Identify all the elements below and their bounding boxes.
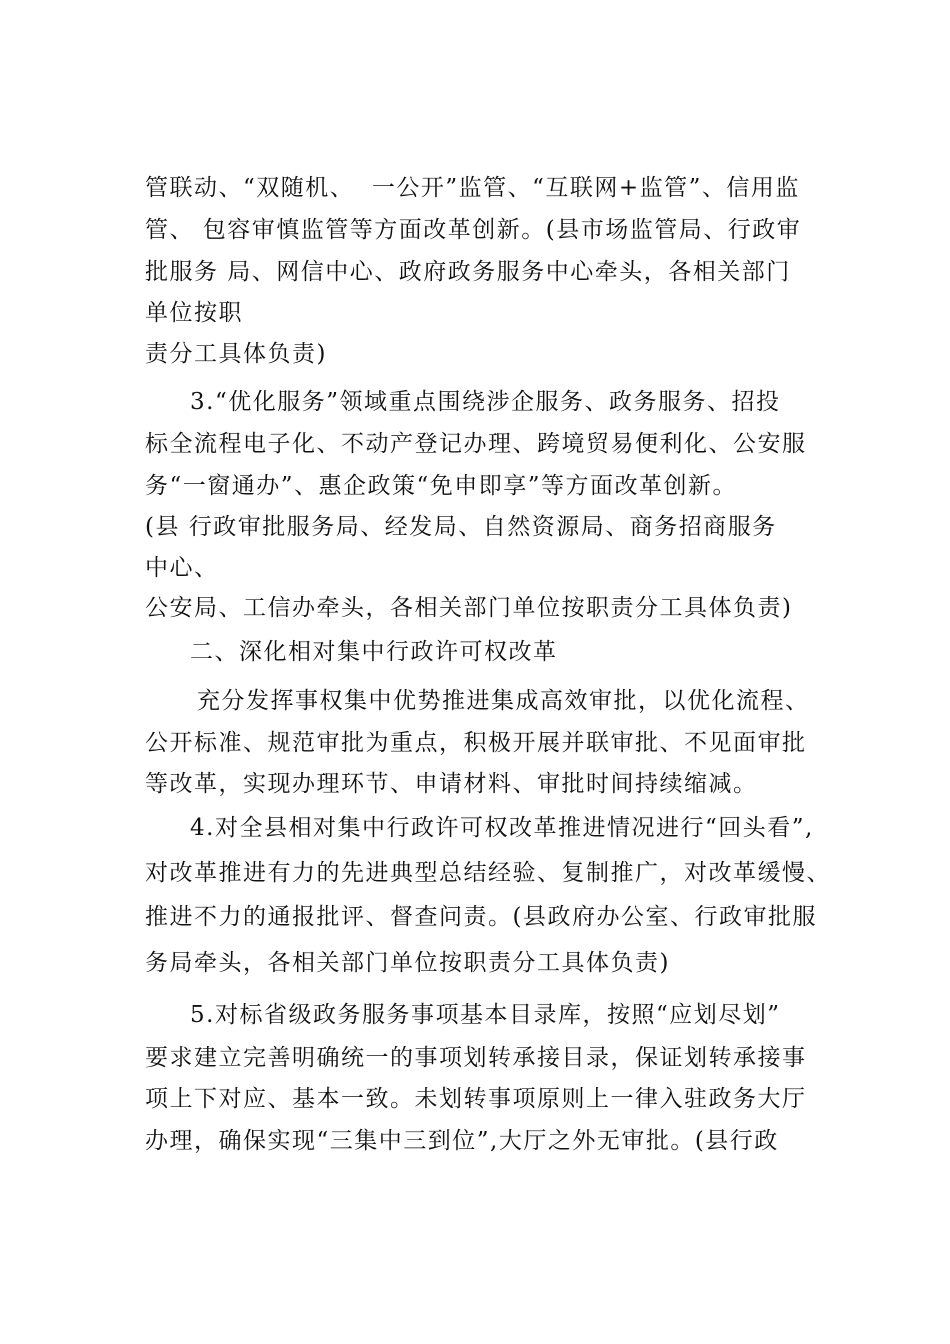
text-line-14: 公开标准、规范审批为重点，积极开展并联审批、不见面审批 (145, 730, 807, 756)
text-line-22: 项上下对应、基本一致。未划转事项原则上一律入驻政务大厅 (145, 1086, 807, 1112)
text-line-5: 责分工具体负责) (145, 341, 327, 367)
text-line-16: 4.对全县相对集中行政许可权改革推进情况进行“回头看”, (190, 815, 814, 841)
text-line-6: 3.“优化服务”领域重点围绕涉企服务、政务服务、招投 (190, 389, 781, 415)
text-line-1: 管联动、“双随机、 一公开”监管、“互联网+监管”、信用监 (145, 175, 800, 201)
text-line-19: 务局牵头，各相关部门单位按职责分工具体负责) (145, 950, 670, 976)
text-line-11: 公安局、工信办牵头，各相关部门单位按职责分工具体负责) (145, 595, 793, 621)
text-line-2: 管、 包容审慎监管等方面改革创新。(县市场监管局、行政审 (145, 217, 802, 243)
text-line-4: 单位按职 (145, 300, 243, 326)
text-line-21: 要求建立完善明确统一的事项划转承接目录，保证划转承接事 (145, 1045, 807, 1071)
text-line-17: 对改革推进有力的先进典型总结经验、复制推广，对改革缓慢、 (145, 860, 831, 886)
text-line-7: 标全流程电子化、不动产登记办理、跨境贸易便利化、公安服 (145, 431, 807, 457)
text-line-10: 中心、 (145, 555, 219, 581)
text-line-3: 批服务 局、网信中心、政府政务服务中心牵头，各相关部门 (145, 259, 791, 285)
text-line-9: (县 行政审批服务局、经发局、自然资源局、商务招商服务 (145, 514, 777, 540)
text-line-23: 办理，确保实现“三集中三到位”,大厅之外无审批。(县行政 (145, 1128, 779, 1154)
text-line-20: 5.对标省级政务服务事项基本目录库，按照“应划尽划” (190, 1002, 781, 1028)
text-line-13: 充分发挥事权集中优势推进集成高效审批，以优化流程、 (197, 688, 810, 714)
text-line-15: 等改革，实现办理环节、申请材料、审批时间持续缩减。 (145, 771, 758, 797)
text-line-18: 推进不力的通报批评、督查问责。(县政府办公室、行政审批服 (145, 904, 817, 930)
text-line-8: 务“一窗通办”、惠企政策“免申即享”等方面改革创新。 (145, 473, 738, 499)
section-heading: 二、深化相对集中行政许可权改革 (190, 639, 558, 665)
